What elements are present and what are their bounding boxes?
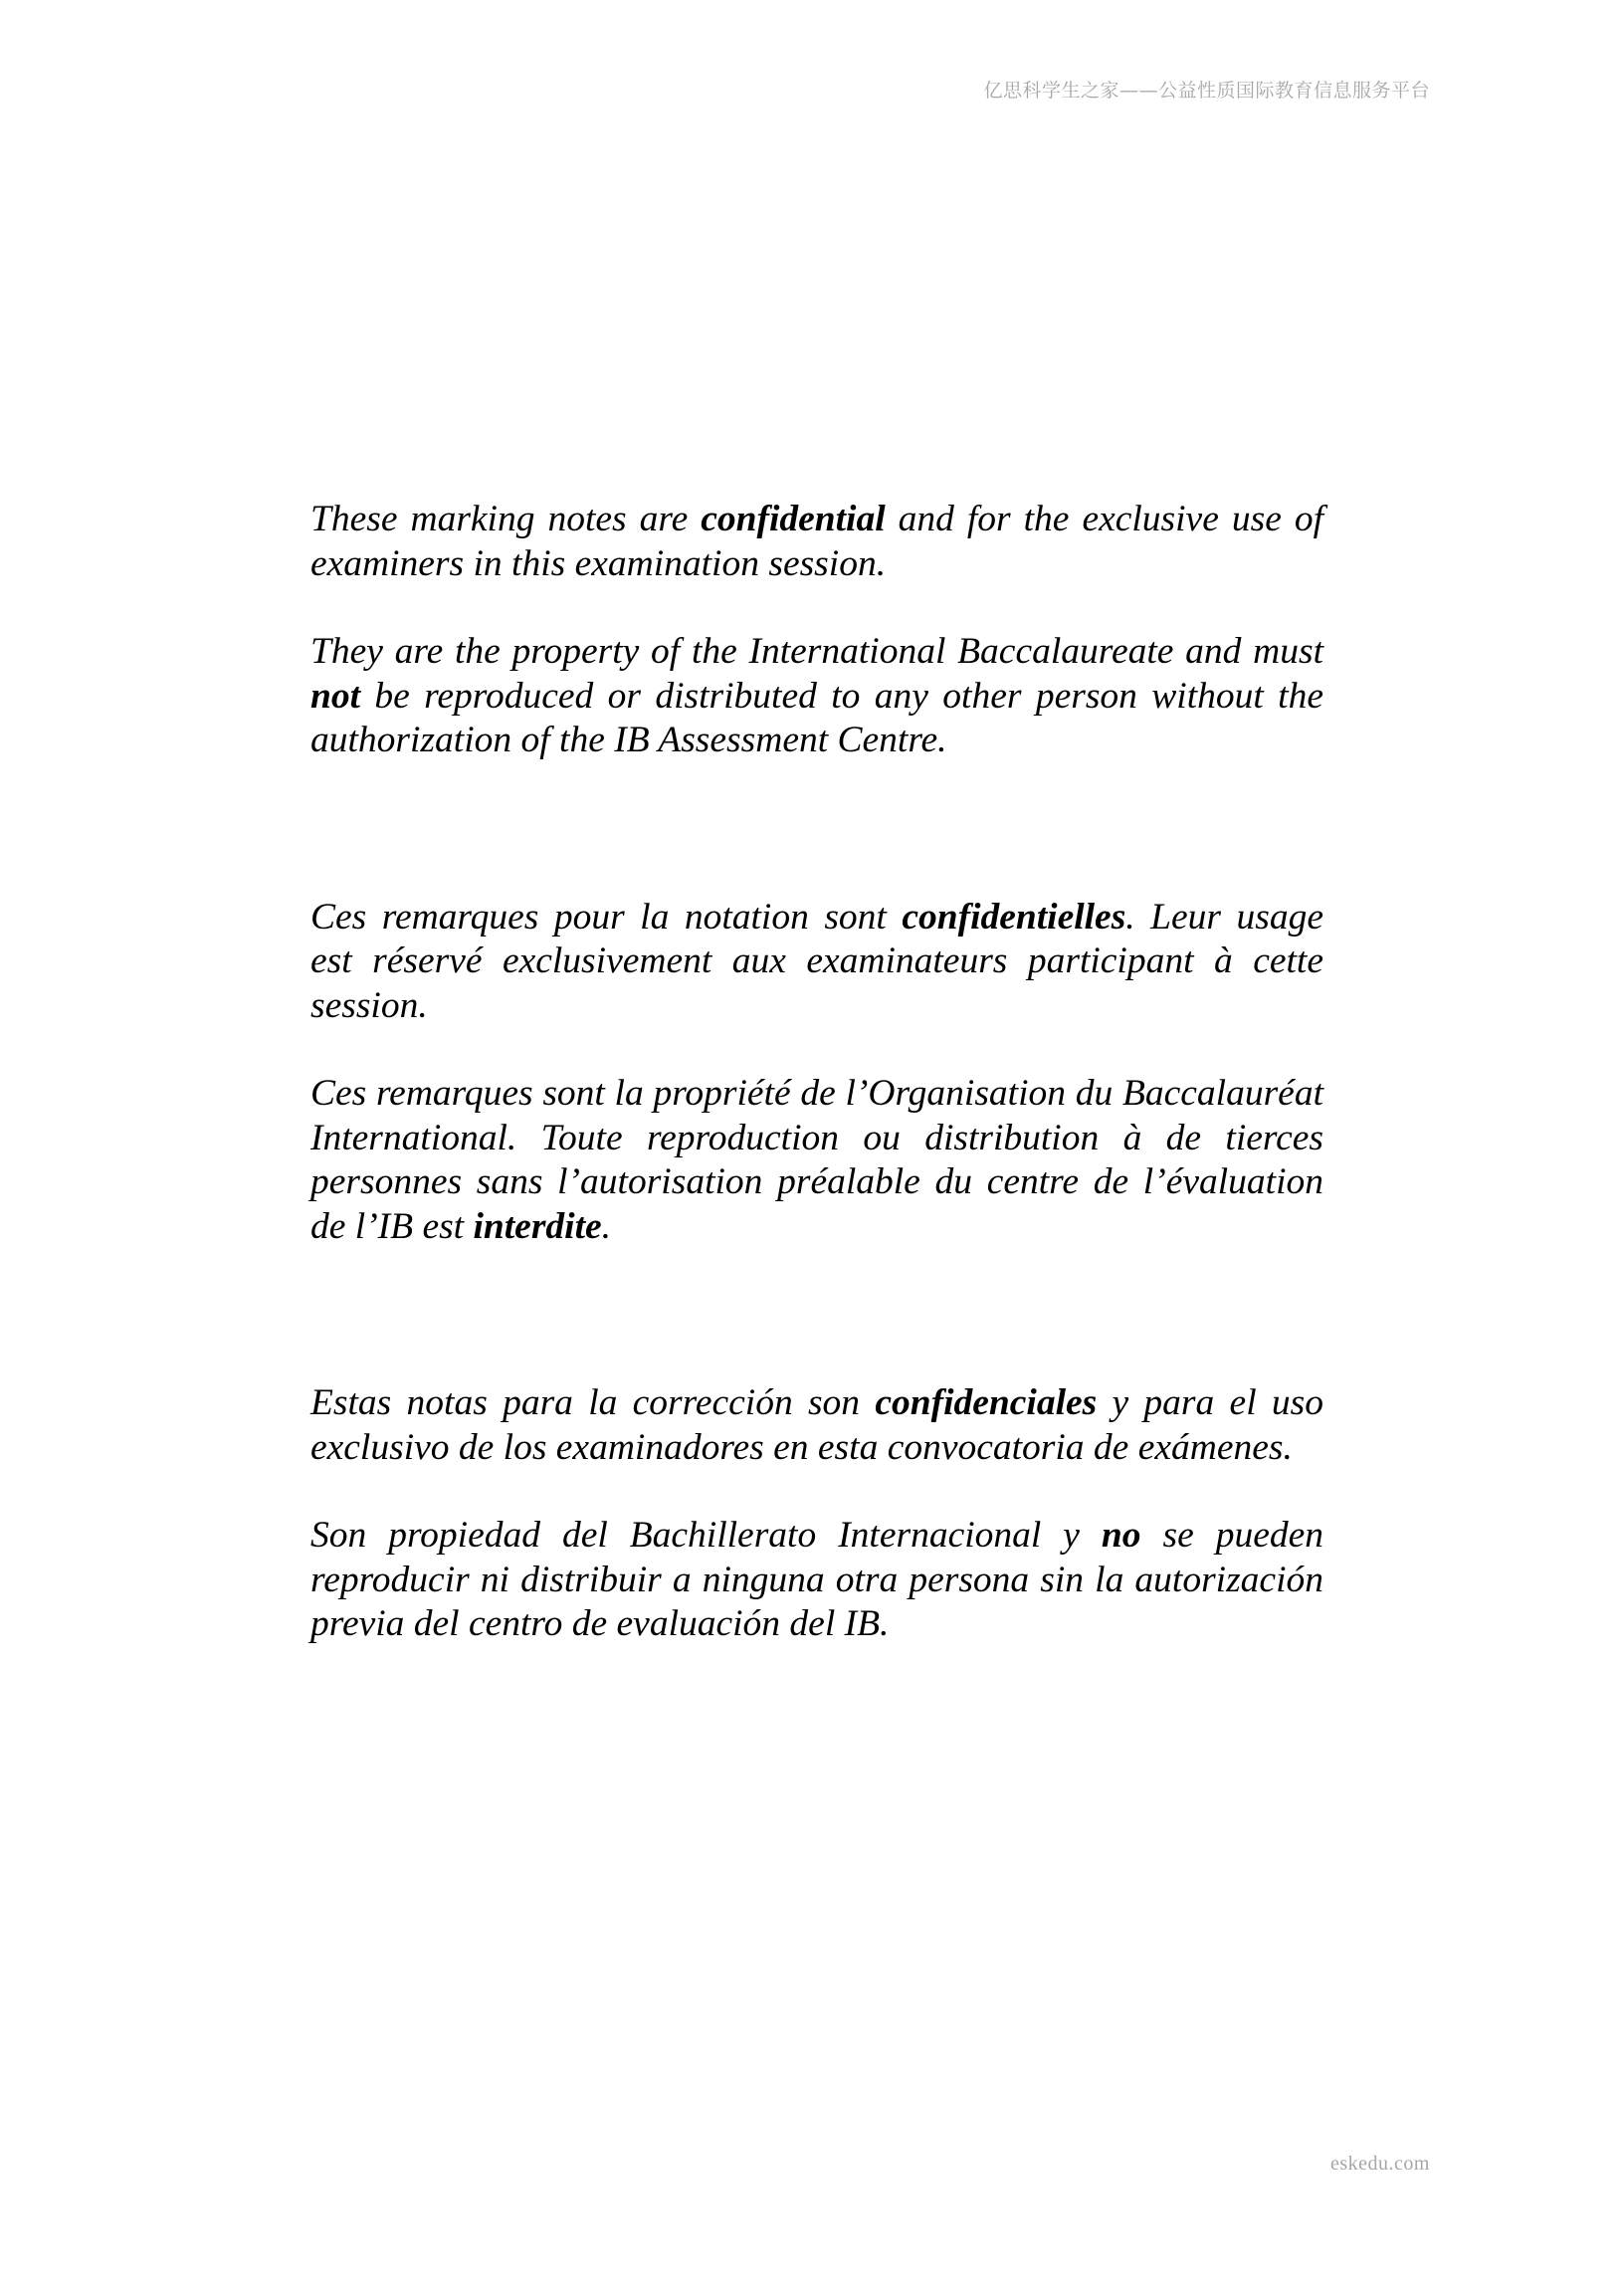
text-run: Son propiedad del Bachillerato Internacional y	[310, 1515, 1102, 1556]
french-property-paragraph	[310, 1072, 1323, 1249]
english-confidential-paragraph	[310, 498, 1323, 586]
emphasis-text: not	[310, 675, 361, 717]
text-run: y para el uso exclusivo de los examinadores en esta convocatoria de exámenes.	[310, 1382, 1323, 1468]
emphasis-text: confidentielles	[902, 896, 1126, 938]
footer-watermark: eskedu.com	[1330, 2153, 1430, 2175]
emphasis-text: no	[1101, 1515, 1141, 1556]
text-run: and for the exclusive use of examiners in this examination session.	[310, 499, 1323, 584]
text-run: .	[601, 1205, 612, 1247]
emphasis-text: confidential	[701, 499, 886, 539]
text-run: be reproduced or distributed to any other person without the authorization of the IB Assessment Centre.	[310, 675, 1323, 760]
text-run: These marking notes are	[310, 499, 702, 539]
english-property-paragraph	[310, 630, 1323, 763]
spanish-confidential-paragraph	[310, 1381, 1323, 1470]
text-run: They are the property of the International Baccalaureate and must	[310, 631, 1323, 672]
text-run: se pueden reproducir ni distribuir a ninguna otra persona sin la autorización previa del centro de evaluación del IB.	[310, 1515, 1324, 1644]
emphasis-text: confidenciales	[875, 1382, 1098, 1423]
header-watermark: 亿思科学生之家——公益性质国际教育信息服务平台	[983, 80, 1430, 102]
spanish-property-paragraph	[310, 1514, 1323, 1647]
text-run: . Leur usage est réservé exclusivement aux examinateurs participant à cette session.	[310, 896, 1323, 1026]
emphasis-text: interdite	[473, 1205, 602, 1247]
text-run: Ces remarques sont la propriété de l’Organisation du Baccalauréat International. Toute reproduction ou distribution à de tierces personnes sans l’autorisation préalable du centre de l’évaluation de l’IB est	[310, 1073, 1323, 1247]
french-confidential-paragraph	[310, 896, 1323, 1029]
text-run: Ces remarques pour la notation sont	[310, 896, 903, 938]
text-run: Estas notas para la corrección son	[310, 1382, 876, 1423]
confidentiality-notice	[310, 498, 1323, 1647]
